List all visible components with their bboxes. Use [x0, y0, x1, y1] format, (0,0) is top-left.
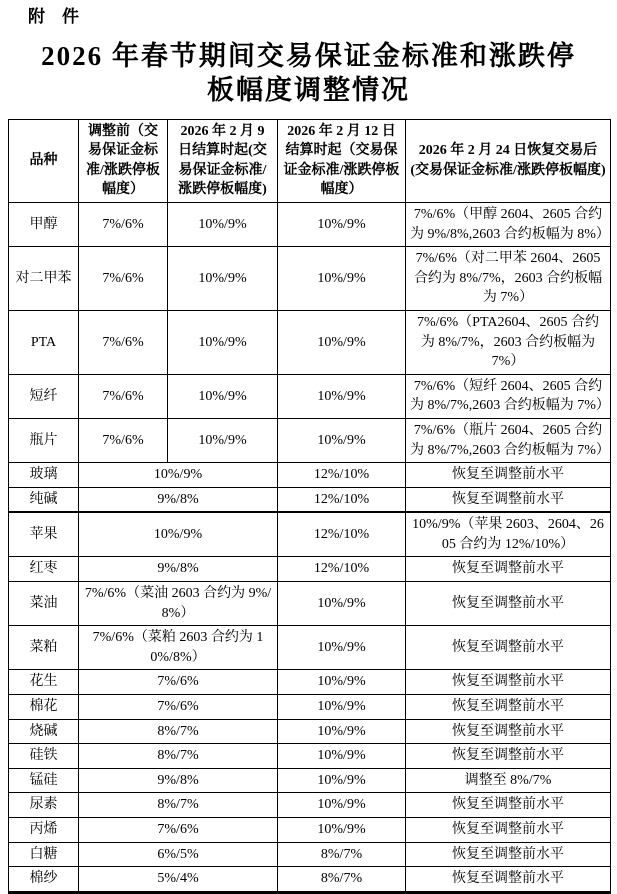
value-cell: 7%/6%（菜油 2603 合约为 9%/8%）: [79, 582, 278, 626]
variety-cell: PTA: [9, 310, 79, 374]
variety-cell: 红枣: [9, 557, 79, 582]
value-cell: 8%/7%: [278, 867, 406, 893]
table-row: [9, 310, 611, 374]
value-cell: 恢复至调整前水平: [406, 818, 611, 843]
column-header-feb12-settlement: 2026 年 2 月 12 日结算时起（交易保证金标准/涨跌停板幅度）: [278, 119, 406, 202]
column-header-feb9-settlement: 2026 年 2 月 9 日结算时起(交易保证金标准/涨跌停板幅度): [168, 119, 278, 202]
value-cell: 9%/8%: [79, 557, 278, 582]
value-cell: 恢复至调整前水平: [406, 670, 611, 695]
table-row: [9, 695, 611, 720]
value-cell: 7%/6%: [79, 418, 168, 462]
attachment-label: 附 件: [28, 7, 79, 26]
value-cell: 7%/6%（瓶片 2604、2605 合约为 8%/7%,2603 合约板幅为 7%）: [406, 418, 611, 462]
table-row: [9, 670, 611, 695]
value-cell: 恢复至调整前水平: [406, 463, 611, 488]
value-cell: 恢复至调整前水平: [406, 695, 611, 720]
margin-adjustment-table: [8, 119, 611, 894]
table-row: [9, 842, 611, 867]
value-cell: 10%/9%: [79, 512, 278, 557]
value-cell: 10%/9%: [278, 247, 406, 311]
table-header-row: [9, 119, 611, 202]
value-cell: 12%/10%: [278, 512, 406, 557]
variety-cell: 白糖: [9, 842, 79, 867]
variety-cell: 花生: [9, 670, 79, 695]
variety-cell: 菜油: [9, 582, 79, 626]
value-cell: 7%/6%（对二甲苯 2604、2605 合约为 8%/7%，2603 合约板幅为 7%）: [406, 247, 611, 311]
value-cell: 恢复至调整前水平: [406, 582, 611, 626]
value-cell: 10%/9%: [278, 695, 406, 720]
value-cell: 10%/9%: [278, 744, 406, 769]
table-row: [9, 582, 611, 626]
margin-table-body: [9, 202, 611, 892]
table-row: [9, 557, 611, 582]
table-row: [9, 744, 611, 769]
value-cell: 10%/9%: [168, 418, 278, 462]
value-cell: 5%/4%: [79, 867, 278, 893]
value-cell: 6%/5%: [79, 842, 278, 867]
page-title-line-2: 板幅度调整情况: [207, 74, 410, 105]
page-title-line-1: 2026 年春节期间交易保证金标准和涨跌停: [41, 41, 576, 72]
variety-cell: 棉纱: [9, 867, 79, 893]
value-cell: 10%/9%: [278, 202, 406, 246]
table-row: [9, 818, 611, 843]
value-cell: 7%/6%（PTA2604、2605 合约为 8%/7%，2603 合约板幅为 7%）: [406, 310, 611, 374]
value-cell: 10%/9%: [278, 418, 406, 462]
variety-cell: 硅铁: [9, 744, 79, 769]
value-cell: 10%/9%: [278, 310, 406, 374]
value-cell: 10%/9%: [278, 626, 406, 670]
table-row: [9, 202, 611, 246]
variety-cell: 纯碱: [9, 487, 79, 512]
variety-cell: 尿素: [9, 793, 79, 818]
value-cell: 10%/9%: [278, 719, 406, 744]
variety-cell: 苹果: [9, 512, 79, 557]
value-cell: 恢复至调整前水平: [406, 557, 611, 582]
table-row: [9, 418, 611, 462]
value-cell: 恢复至调整前水平: [406, 626, 611, 670]
value-cell: 10%/9%: [79, 463, 278, 488]
value-cell: 7%/6%（菜粕 2603 合约为 10%/8%）: [79, 626, 278, 670]
value-cell: 调整至 8%/7%: [406, 768, 611, 793]
value-cell: 10%/9%: [278, 793, 406, 818]
value-cell: 7%/6%: [79, 202, 168, 246]
value-cell: 7%/6%: [79, 310, 168, 374]
column-header-feb24-resumption: 2026 年 2 月 24 日恢复交易后(交易保证金标准/涨跌停板幅度): [406, 119, 611, 202]
value-cell: 12%/10%: [278, 487, 406, 512]
table-row: [9, 512, 611, 557]
value-cell: 8%/7%: [79, 719, 278, 744]
value-cell: 10%/9%: [278, 818, 406, 843]
variety-cell: 菜粕: [9, 626, 79, 670]
value-cell: 恢复至调整前水平: [406, 793, 611, 818]
variety-cell: 丙烯: [9, 818, 79, 843]
value-cell: 10%/9%: [168, 247, 278, 311]
table-row: [9, 793, 611, 818]
table-row: [9, 626, 611, 670]
table-row: [9, 247, 611, 311]
variety-cell: 玻璃: [9, 463, 79, 488]
column-header-variety: 品种: [9, 119, 79, 202]
value-cell: 10%/9%: [278, 670, 406, 695]
table-row: [9, 487, 611, 512]
value-cell: 10%/9%: [278, 582, 406, 626]
value-cell: 10%/9%: [168, 374, 278, 418]
value-cell: 10%/9%: [278, 768, 406, 793]
value-cell: 恢复至调整前水平: [406, 867, 611, 893]
table-row: [9, 374, 611, 418]
value-cell: 12%/10%: [278, 463, 406, 488]
variety-cell: 对二甲苯: [9, 247, 79, 311]
table-row: [9, 867, 611, 893]
value-cell: 8%/7%: [278, 842, 406, 867]
variety-cell: 短纤: [9, 374, 79, 418]
value-cell: 恢复至调整前水平: [406, 744, 611, 769]
table-row: [9, 768, 611, 793]
value-cell: 8%/7%: [79, 793, 278, 818]
page-title: [0, 40, 617, 108]
value-cell: 恢复至调整前水平: [406, 487, 611, 512]
table-row: [9, 463, 611, 488]
value-cell: 9%/8%: [79, 487, 278, 512]
variety-cell: 甲醇: [9, 202, 79, 246]
value-cell: 7%/6%（短纤 2604、2605 合约为 8%/7%,2603 合约板幅为 7%）: [406, 374, 611, 418]
table-row: [9, 719, 611, 744]
value-cell: 12%/10%: [278, 557, 406, 582]
value-cell: 10%/9%（苹果 2603、2604、2605 合约为 12%/10%）: [406, 512, 611, 557]
value-cell: 7%/6%（甲醇 2604、2605 合约为 9%/8%,2603 合约板幅为 8%）: [406, 202, 611, 246]
value-cell: 10%/9%: [278, 374, 406, 418]
value-cell: 7%/6%: [79, 695, 278, 720]
variety-cell: 瓶片: [9, 418, 79, 462]
variety-cell: 棉花: [9, 695, 79, 720]
variety-cell: 烧碱: [9, 719, 79, 744]
value-cell: 恢复至调整前水平: [406, 842, 611, 867]
value-cell: 10%/9%: [168, 310, 278, 374]
value-cell: 9%/8%: [79, 768, 278, 793]
value-cell: 恢复至调整前水平: [406, 719, 611, 744]
value-cell: 8%/7%: [79, 744, 278, 769]
value-cell: 7%/6%: [79, 374, 168, 418]
value-cell: 10%/9%: [168, 202, 278, 246]
value-cell: 7%/6%: [79, 670, 278, 695]
value-cell: 7%/6%: [79, 247, 168, 311]
variety-cell: 锰硅: [9, 768, 79, 793]
column-header-before-adjustment: 调整前（交易保证金标准/涨跌停板幅度）: [79, 119, 168, 202]
value-cell: 7%/6%: [79, 818, 278, 843]
